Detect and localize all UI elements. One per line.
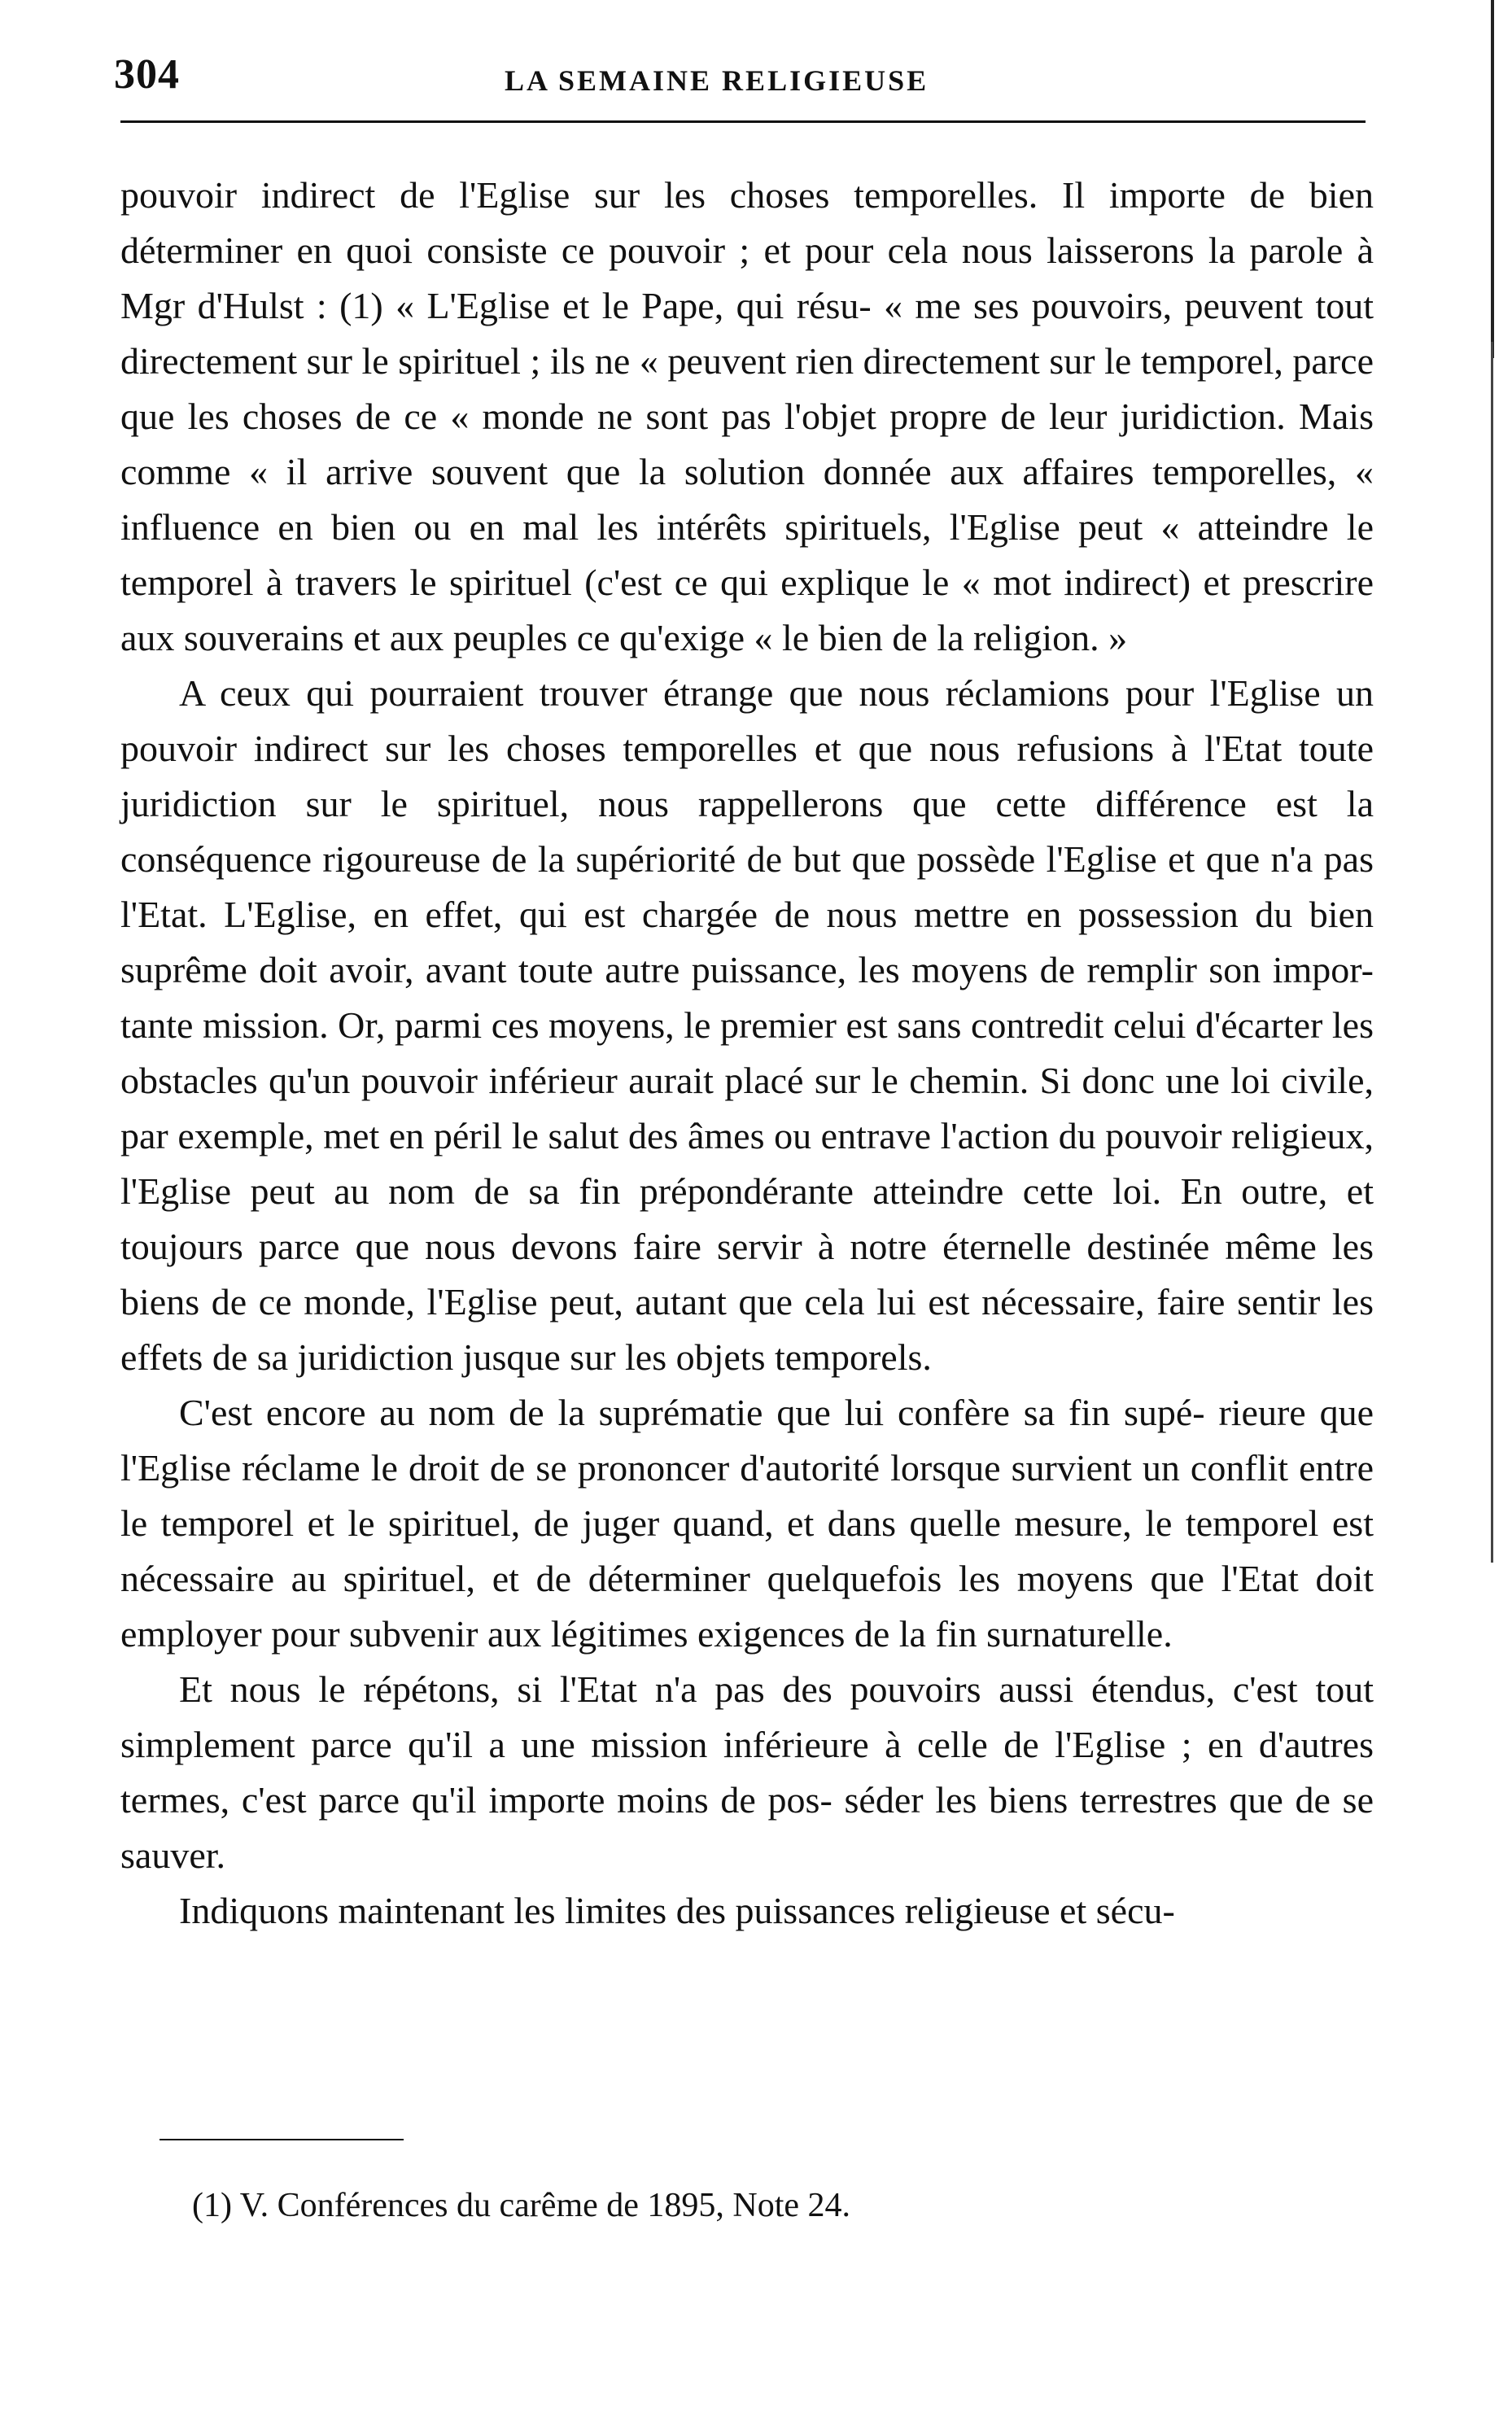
body-text	[120, 168, 1374, 1939]
footnote: (1) V. Conférences du carême de 1895, Note 24.	[192, 2187, 851, 2224]
paragraph-4: Et nous le répétons, si l'Etat n'a pas des pouvoirs aussi étendus, c'est tout simplement parce qu'il a une mission inférieure à celle de l'Eglise ; en d'autres termes, c'est parce qu'il importe moins de pos- séder les biens terrestres que de se sauver.	[120, 1668, 1374, 1876]
paragraph-3: C'est encore au nom de la suprématie que lui confère sa fin supé- rieure que l'Eglise réclame le droit de se prononcer d'autorité lorsque survient un conflit entre le temporel et le spirituel, de juger quand, et dans quelle mesure, le temporel est nécessaire au spirituel, et de déterminer quelquefois les moyens que l'Etat doit employer pour subvenir aux légitimes exigences de la fin surnaturelle.	[120, 1392, 1374, 1655]
paragraph-1: pouvoir indirect de l'Eglise sur les choses temporelles. Il importe de bien déterminer en quoi consiste ce pouvoir ; et pour cela nous laisserons la parole à Mgr d'Hulst : (1) « L'Eglise et le Pape, qui résu- « me ses pouvoirs, peuvent tout directement sur le spirituel ; ils ne « peuvent rien directement sur le temporel, parce que les choses de ce « monde ne sont pas l'objet propre de leur juridiction. Mais comme « il arrive souvent que la solution donnée aux affaires temporelles, « influence en bien ou en mal les intérêts spirituels, l'Eglise peut « atteindre le temporel à travers le spirituel (c'est ce qui explique le « mot indirect) et prescrire aux souverains et aux peuples ce qu'exige « le bien de la religion. »	[120, 174, 1374, 658]
page-edge-shadow	[1491, 0, 1494, 358]
paragraph-5: Indiquons maintenant les limites des puissances religieuse et sécu-	[179, 1890, 1175, 1931]
paragraph-2: A ceux qui pourraient trouver étrange que nous réclamions pour l'Eglise un pouvoir indirect sur les choses temporelles et que nous refusions à l'Etat toute juridiction sur le spirituel, nous rappellerons que cette différence est la conséquence rigoureuse de la supériorité de but que possède l'Eglise et que n'a pas l'Etat. L'Eglise, en effet, qui est chargée de nous mettre en possession du bien suprême doit avoir, avant toute autre puissance, les moyens de remplir son impor- tante mission. Or, parmi ces moyens, le premier est sans contredit celui d'écarter les obstacles qu'un pouvoir inférieur aurait placé sur le chemin. Si donc une loi civile, par exemple, met en péril le salut des âmes ou entrave l'action du pouvoir religieux, l'Eglise peut au nom de sa fin prépondérante atteindre cette loi. En outre, et toujours parce que nous devons faire servir à notre éternelle destinée même les biens de ce monde, l'Eglise peut, autant que cela lui est nécessaire, faire sentir les effets de sa juridiction jusque sur les objets temporels.	[120, 672, 1374, 1378]
page-number: 304	[114, 51, 180, 98]
footnote-rule	[160, 2139, 404, 2140]
header-rule	[120, 120, 1366, 123]
page-edge-shadow-lower	[1491, 342, 1493, 1563]
running-head: LA SEMAINE RELIGIEUSE	[505, 64, 929, 97]
